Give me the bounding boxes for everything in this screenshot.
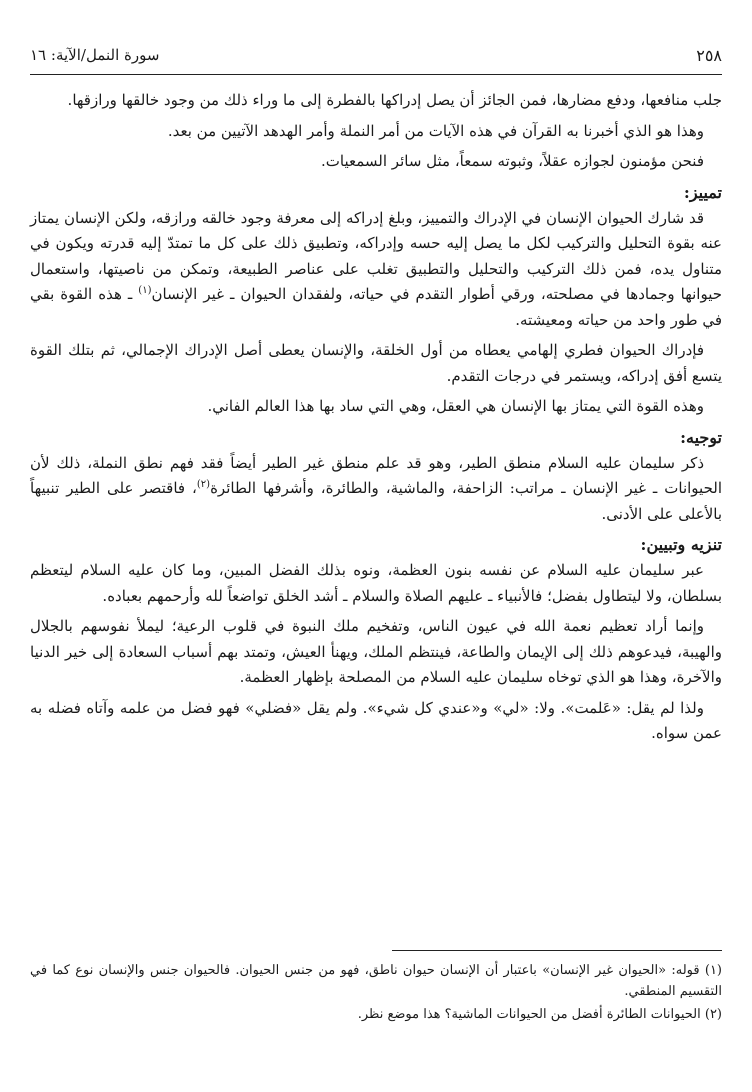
tamyiz-text-b: ـ هذه القوة بقي في طور واحد من حياته ومعيشته. (30, 285, 722, 329)
tawjih-text-a: ذكر سليمان عليه السلام منطق الطير، وهو قد علم منطق غير الطير أيضاً فقد فهم نطق النملة، ذلك لأن الحيوانات ـ غير الإنسان ـ مراتب: الزاحفة، والماشية، والطائرة، وأشرفها الطائرة (30, 453, 722, 497)
section-heading-tanzih: تنزيه وتبيين: (640, 535, 722, 554)
tanzih-paragraph-1: عبر سليمان عليه السلام عن نفسه بنون العظمة، ونوه بذلك الفضل المبين، وما كان عليه السلام ليتعظم بسلطان، ولا ليتطاول بفضل؛ فالأنبياء ـ عليهم الصلاة والسلام ـ أشد الخلق تواضعاً لله وأرحمهم بعباده. (30, 561, 722, 605)
intro-paragraph-3: فنحن مؤمنون لجوازه عقلاً، وثبوته سمعاً، مثل سائر السمعيات. (321, 152, 704, 170)
tawjih-text-b: ، فاقتصر على الطير تنبيهاً بالأعلى على الأدنى. (30, 479, 722, 523)
surah-reference: سورة النمل/الآية: ١٦ (30, 46, 160, 64)
page-body (30, 88, 722, 752)
tamyiz-text-a: قد شارك الحيوان الإنسان في الإدراك والتمييز، وبلغ إدراكه إلى معرفة وجود خالقه ورازقه، ولكن الإنسان يمتاز عنه بقوة التحليل والتركيب لكل ما يصل إليه حسه وإدراكه، وتطبيق ذلك على كل ما تمتدّ إليه قدرته ويكون في متناول يده، فمن ذلك التركيب والتحليل والتطبيق تغلب على عناصر الطبيعة، وتمكن من ناصيتها، واستعمال حيوانها وجمادها في مصلحته، ورقي أطوار التقدم في حياته، ولفقدان الحيوان ـ غير الإنسان (30, 208, 723, 303)
intro-paragraph-1: جلب منافعها، ودفع مضارها، فمن الجائز أن يصل إدراكها بالفطرة إلى ما وراء ذلك من وجود خالقها ورازقها. (67, 91, 722, 109)
footnote-ref-2: (٢) (196, 479, 211, 490)
footnote-1: (١) قوله: «الحيوان غير الإنسان» باعتبار أن الإنسان حيوان ناطق، فهو من جنس الحيوان. فالحيوان جنس والإنسان نوع كما في التقسيم المنطقي. (30, 963, 722, 999)
header-rule (30, 74, 722, 75)
footnote-2: (٢) الحيوانات الطائرة أفضل من الحيوانات الماشية؟ هذا موضع نظر. (357, 1007, 722, 1022)
intro-paragraph-2: وهذا هو الذي أخبرنا به القرآن في هذه الآيات من أمر النملة وأمر الهدهد الآتيين من بعد. (167, 121, 704, 140)
page-number: ٢٥٨ (696, 45, 722, 65)
page-header (30, 40, 722, 70)
tamyiz-paragraph-3: وهذه القوة التي يمتاز بها الإنسان هي العقل، وهي التي ساد بها هذا العالم الفاني. (207, 397, 704, 415)
footnote-rule (392, 950, 722, 951)
tamyiz-paragraph-2: فإدراك الحيوان فطري إلهامي يعطاه من أول الخلقة، والإنسان يعطى أصل الإدراك الإجمالي، ثم بتلك القوة يتسع أفق إدراكه، ويستمر في درجات التقدم. (30, 341, 722, 385)
footnote-ref-1: (١) (138, 285, 152, 296)
tanzih-paragraph-3: ولذا لم يقل: «عَلمت». ولا: «لي» و«عندي كل شيء». ولم يقل «فضلي» فهو فضل من علمه وآتاه فضله به عمن سواه. (30, 698, 722, 742)
tamyiz-paragraph-1 (30, 206, 722, 334)
section-heading-tamyiz: تمييز: (683, 182, 722, 202)
tawjih-paragraph-1 (30, 451, 722, 528)
tanzih-paragraph-2: وإنما أراد تعظيم نعمة الله في عيون الناس، وتفخيم ملك النبوة في قلوب الرعية؛ ليملأ نفوسهم بالجلال والهيبة، فيدعوهم ذلك إلى الإيمان والطاعة، فينتظم الملك، ويهنأ العيش، وتمتد بهم أسباب السعادة إلى خير الدنيا والآخرة، وهذا هو الذي توخاه سليمان عليه السلام من المصلحة بإظهار العظمة. (30, 617, 722, 686)
footnotes (30, 960, 722, 1027)
section-heading-tawjih: توجيه: (680, 427, 722, 447)
